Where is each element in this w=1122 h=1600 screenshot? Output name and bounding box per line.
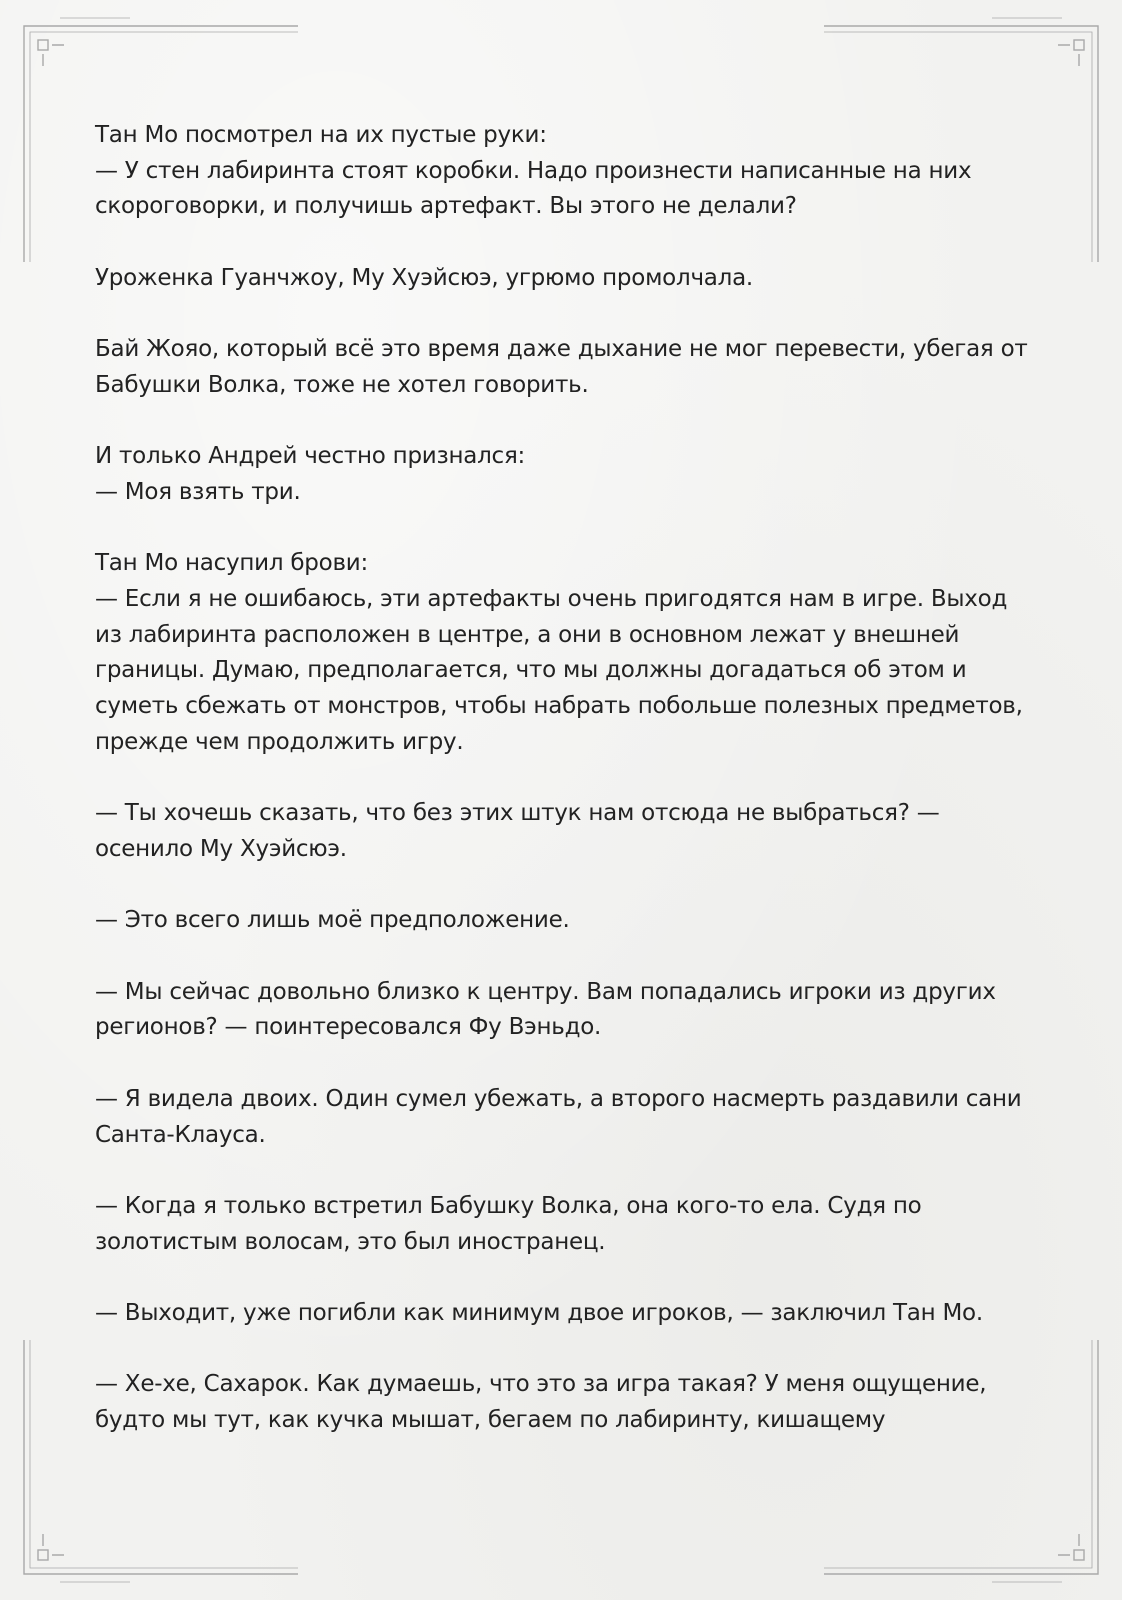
body-text: [95, 118, 1040, 1439]
paragraph: — Я видела двоих. Один сумел убежать, а второго насмерть раздавили сани Санта-Клауса.: [95, 1085, 1022, 1148]
paragraph: Тан Мо посмотрел на их пустые руки: — У стен лабиринта стоят коробки. Надо произнести написанные на них скороговорки, и получишь артефакт. Вы этого не делали?: [95, 122, 972, 220]
paragraph: И только Андрей честно признался: — Моя взять три.: [95, 443, 526, 505]
paragraph: Бай Жояо, который всё это время даже дыхание не мог перевести, убегая от Бабушки Волка, тоже не хотел говорить.: [95, 336, 1028, 398]
paragraph: Уроженка Гуанчжоу, Му Хуэйсюэ, угрюмо промолчала.: [95, 264, 753, 291]
paragraph: — Это всего лишь моё предположение.: [95, 907, 570, 934]
paragraph: — Хе-хе, Сахарок. Как думаешь, что это за игра такая? У меня ощущение, будто мы тут, как кучка мышат, бегаем по лабиринту, кишащему: [95, 1371, 987, 1434]
paragraph: — Выходит, уже погибли как минимум двое игроков, — заключил Тан Мо.: [95, 1300, 983, 1327]
paragraph: — Ты хочешь сказать, что без этих штук нам отсюда не выбраться? — осенило Му Хуэйсюэ.: [95, 800, 940, 862]
paragraph: Тан Мо насупил брови: — Если я не ошибаюсь, эти артефакты очень пригодятся нам в игре. Выход из лабиринта расположен в центре, а они в основном лежат у внешней границы. Думаю, предполагается, что мы должны догадаться об этом и суметь сбежать от монстров, чтобы набрать побольше полезных предметов, прежде чем продолжить игру.: [95, 550, 1023, 755]
paragraph: — Мы сейчас довольно близко к центру. Вам попадались игроки из других регионов? — поинтересовался Фу Вэньдо.: [95, 978, 996, 1041]
paragraph: — Когда я только встретил Бабушку Волка, она кого-то ела. Судя по золотистым волосам, это был иностранец.: [95, 1192, 922, 1255]
